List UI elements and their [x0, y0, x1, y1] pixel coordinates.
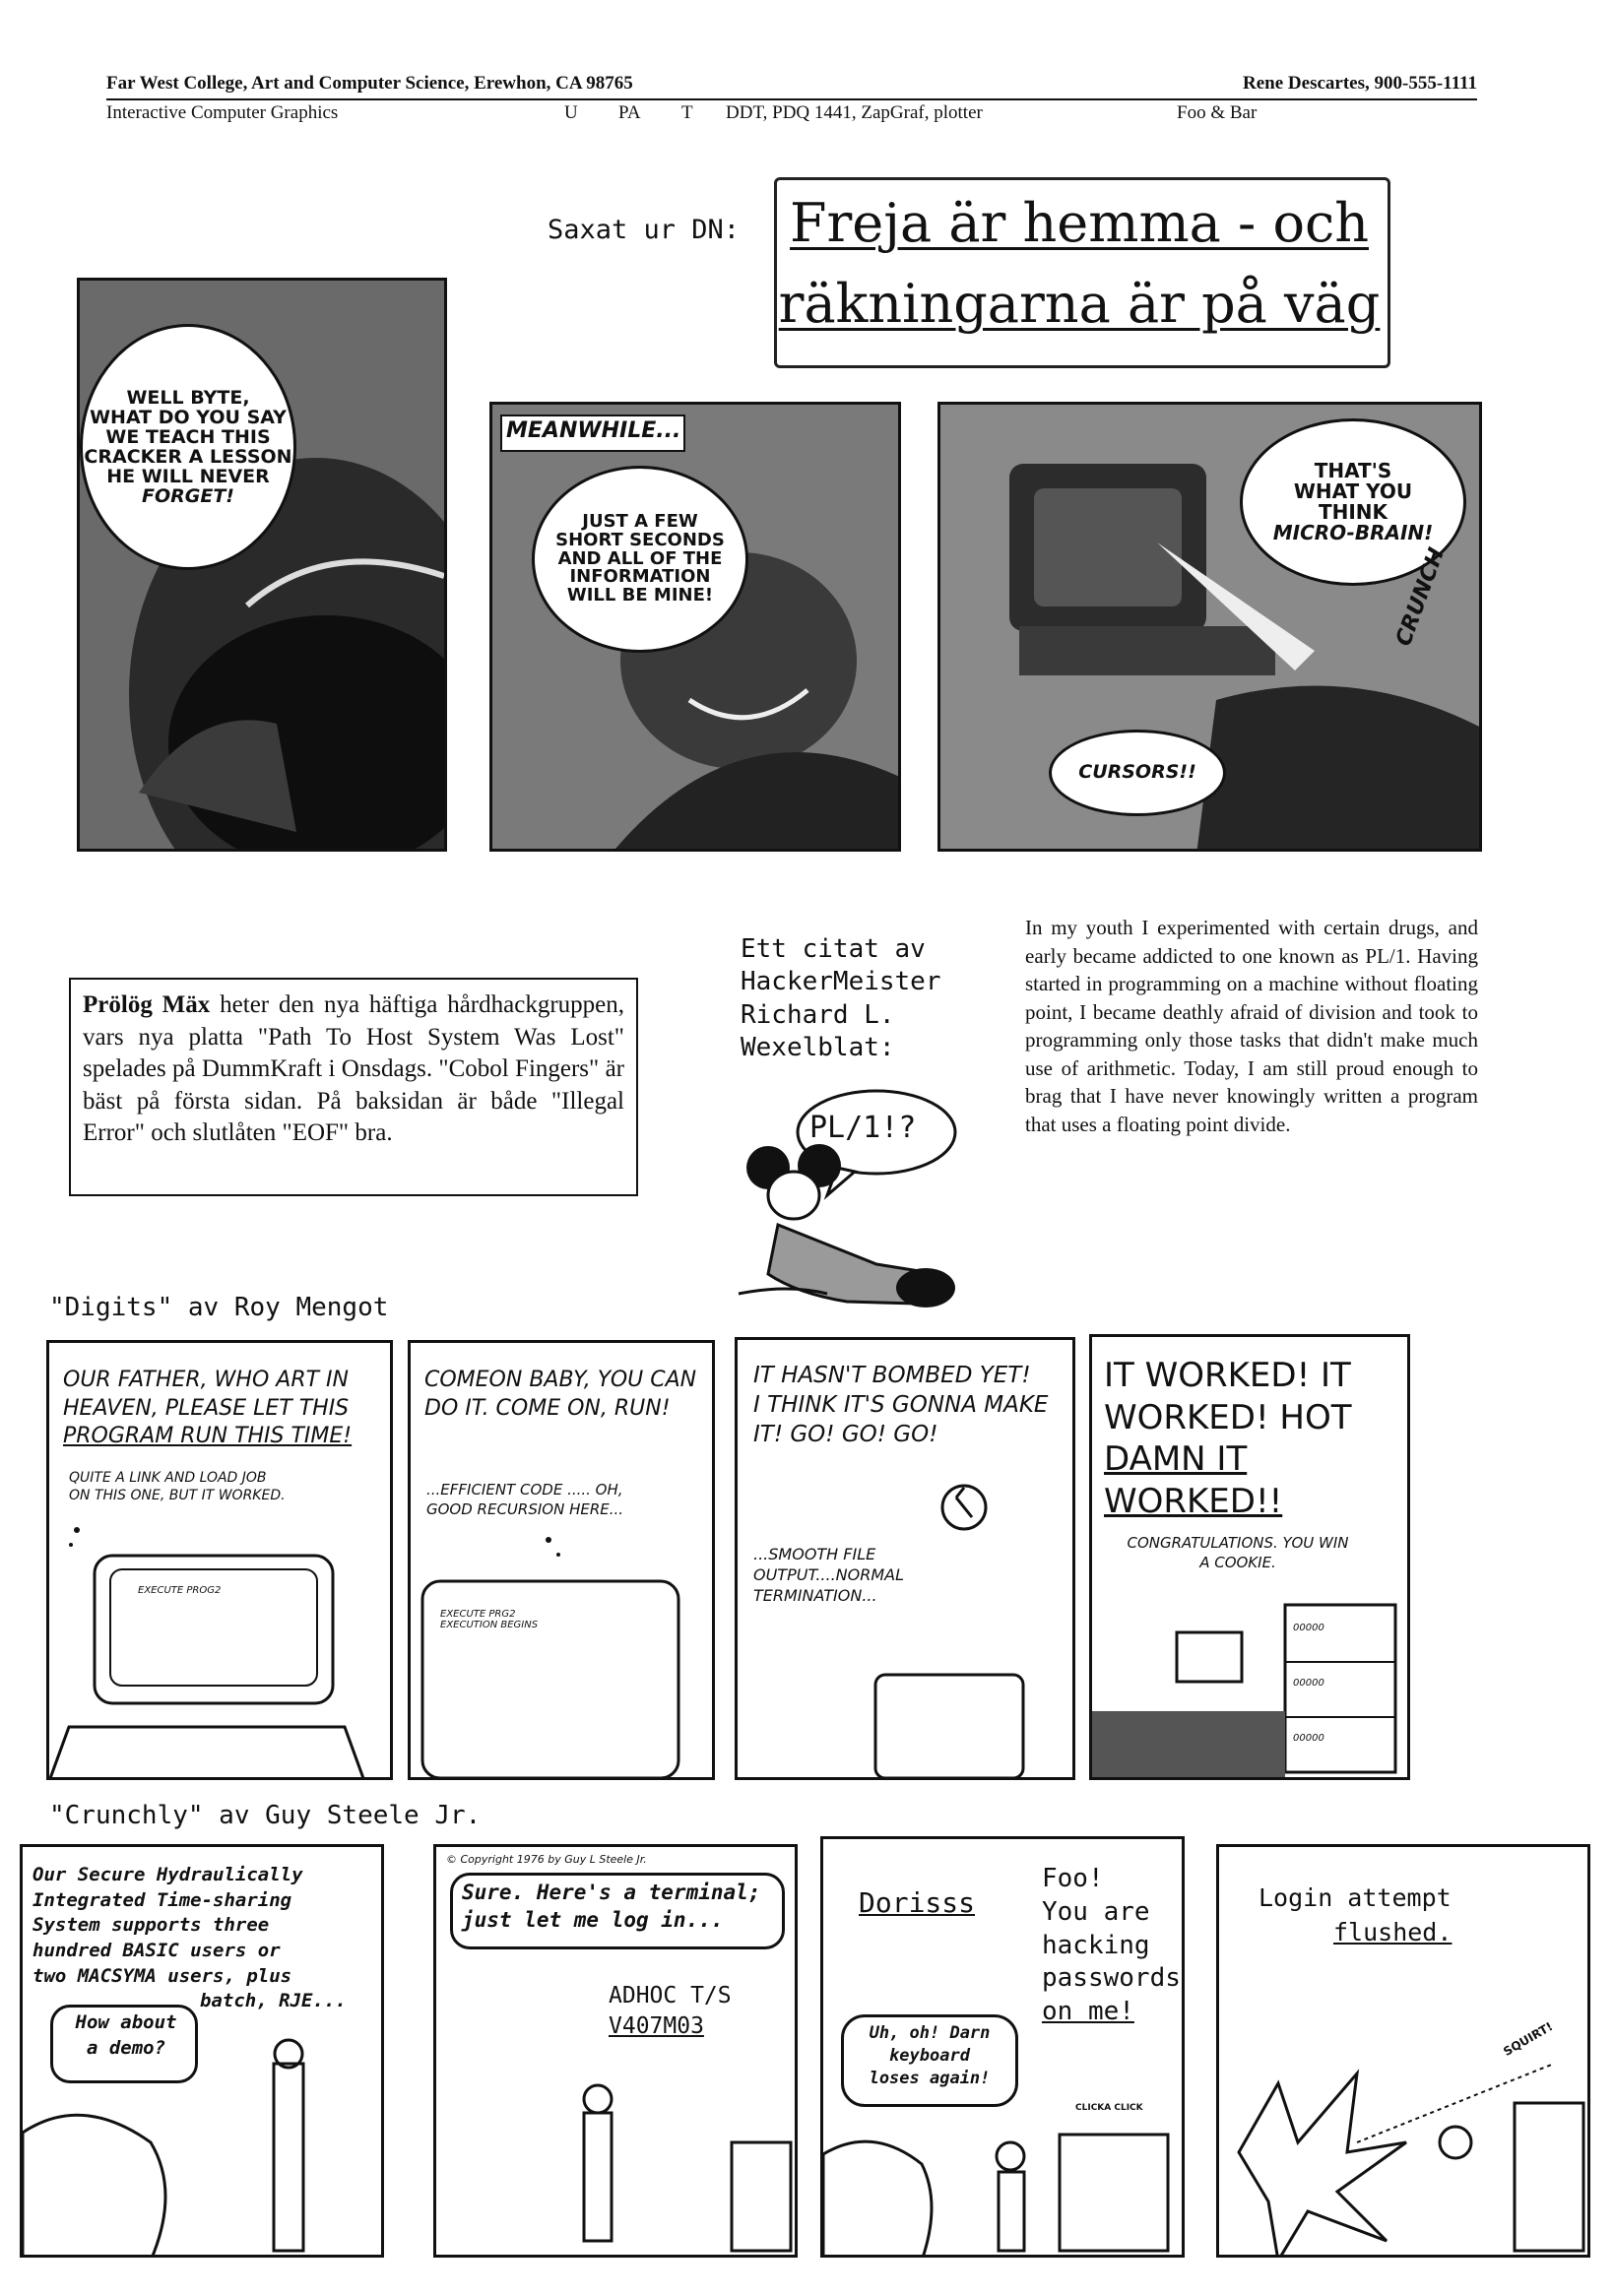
clipping-label: Saxat ur DN:	[548, 215, 741, 245]
crunchly-p3-sfx: CLICKA CLICK	[1075, 2103, 1143, 2113]
digits-panel-1	[46, 1340, 393, 1780]
crunchly-p2-screen: ADHOC T/S V407M03	[609, 1983, 732, 2040]
crunchly-p3-screen: Foo! You are hacking passwords on me!	[1042, 1864, 1181, 2027]
crunchly-p4-screen: Login attempt flushed.	[1259, 1883, 1453, 1946]
crunchly-p1-drawing	[23, 1847, 384, 2258]
digits-p2-speech: COMEON BABY, YOU CAN DO IT. COME ON, RUN!	[424, 1368, 697, 1421]
crunchly-p3-drawing	[823, 1839, 1185, 2258]
digits-panel-3	[735, 1337, 1075, 1780]
digits-p2-thought: ...EFFICIENT CODE ..... OH, GOOD RECURSION HERE...	[426, 1481, 624, 1518]
crunchly-p3-typed: Dorisss	[859, 1886, 976, 1919]
digits-p1-speech: OUR FATHER, WHO ART IN HEAVEN, PLEASE LET THIS PROGRAM RUN THIS TIME!	[63, 1368, 353, 1449]
quote-text: In my youth I experimented with certain drugs, and early became addicted to one known as PL/1. Having started in programming on a machine without floating point, I became deathly afraid of division and took to programming only those tasks that didn't make much use of arithmetic. Today, I am still proud enough to brag that I have never knowingly written a program that uses a floating point divide.	[1025, 916, 1478, 1136]
header-tools: DDT, PDQ 1441, ZapGraf, plotter	[726, 102, 983, 123]
panel2-caption: MEANWHILE...	[506, 418, 681, 443]
crunchly-panel-4	[1216, 1844, 1590, 2258]
mouse-bubble-text: PL/1!?	[809, 1111, 917, 1145]
digits-p3-speech: IT HASN'T BOMBED YET! I THINK IT'S GONNA MAKE IT! GO! GO! GO!	[753, 1363, 1049, 1447]
digits-p4-thought: CONGRATULATIONS. YOU WIN A COOKIE.	[1127, 1534, 1349, 1571]
crunchly-panel-1	[20, 1844, 384, 2258]
digits-p4-cabinet-3: 00000	[1293, 1733, 1324, 1744]
crunchly-panel-3	[820, 1836, 1185, 2258]
comic-top-panel-1	[77, 278, 447, 852]
crunchly-p2-speech: Sure. Here's a terminal; just let me log in...	[462, 1881, 761, 1933]
crunchly-p1-reply: How about a demo?	[75, 2011, 177, 2059]
digits-p2-terminal-drawing	[411, 1343, 715, 1780]
digits-p1-screen: EXECUTE PROG2	[138, 1585, 222, 1596]
crunchly-p1-speech: Our Secure Hydraulically Integrated Time-sharing System supports three hundred BASIC users or two MACSYMA users, plus batch, RJE...	[32, 1864, 347, 2012]
header-institution: Far West College, Art and Computer Science, Erewhon, CA 98765	[106, 73, 633, 94]
crunchly-label: "Crunchly" av Guy Steele Jr.	[49, 1801, 482, 1830]
header-col-t: T	[681, 102, 693, 123]
digits-p1-thought: QUITE A LINK AND LOAD JOB ON THIS ONE, BUT IT WORKED.	[69, 1470, 286, 1504]
header-col-pa: PA	[618, 102, 641, 123]
crunchly-p4-sfx: SQUIRT!	[1501, 2019, 1556, 2059]
header-author: Rene Descartes, 900-555-1111	[1243, 73, 1477, 94]
comic-top-panel-2	[489, 402, 901, 852]
panel3-speech-text: THAT'S WHAT YOU THINK MICRO-BRAIN!	[1272, 459, 1434, 544]
digits-p4-cabinet-1: 00000	[1293, 1623, 1324, 1633]
prolog-lead: Prölög Mäx	[83, 991, 211, 1018]
clipping-title-line2: räkningarna är på väg	[778, 273, 1381, 335]
quote-intro: Ett citat av HackerMeister Richard L. Wexelblat:	[741, 934, 941, 1062]
digits-p3-thought: ...SMOOTH FILE OUTPUT....NORMAL TERMINATION...	[753, 1545, 904, 1605]
header-col-u: U	[564, 102, 578, 123]
digits-panel-2	[408, 1340, 715, 1780]
header-rule	[106, 98, 1477, 100]
digits-p3-drawing	[738, 1340, 1075, 1780]
crunchly-p4-drawing	[1219, 1847, 1590, 2258]
digits-p1-terminal-drawing	[49, 1343, 393, 1780]
clipping-title-line1: Freja är hemma - och	[790, 192, 1369, 254]
prolog-box	[69, 978, 638, 1196]
digits-label: "Digits" av Roy Mengot	[49, 1293, 389, 1322]
header-group: Foo & Bar	[1177, 102, 1258, 123]
crunchly-panel-2	[433, 1844, 798, 2258]
prolog-text: heter den nya häftiga hårdhackgruppen, vars nya platta "Path To Host System Was Lost" spelades på DummKraft i Onsdags. "Cobol Fingers" är bäst på första sidan. På baksidan är både "Illegal Error" och slutlåten "EOF" bra.	[83, 991, 624, 1146]
panel1-speech-text: WELL BYTE, WHAT DO YOU SAY WE TEACH THIS CRACKER A LESSON HE WILL NEVER FORGET!	[84, 387, 292, 507]
panel2-speech-text: JUST A FEW SHORT SECONDS AND ALL OF THE INFORMATION WILL BE MINE!	[555, 510, 725, 606]
digits-p4-drawing	[1092, 1337, 1410, 1780]
digits-p4-speech: IT WORKED! IT WORKED! HOT DAMN IT WORKED!!	[1104, 1356, 1352, 1521]
panel3-cry-text: CURSORS!!	[1078, 761, 1196, 784]
crunchly-p3-speech: Uh, oh! Darn keyboard loses again!	[869, 2023, 991, 2088]
comic-top-panel-3	[937, 402, 1482, 852]
panel3-crunch-sfx: CRUNCH	[1391, 544, 1451, 650]
crunchly-copyright: © Copyright 1976 by Guy L Steele Jr.	[446, 1853, 647, 1866]
crunchly-p2-drawing	[436, 1847, 798, 2258]
digits-p4-cabinet-2: 00000	[1293, 1678, 1324, 1689]
digits-panel-4	[1089, 1334, 1410, 1780]
digits-p2-screen: EXECUTE PRG2 EXECUTION BEGINS	[440, 1609, 539, 1630]
header-course: Interactive Computer Graphics	[106, 102, 339, 123]
